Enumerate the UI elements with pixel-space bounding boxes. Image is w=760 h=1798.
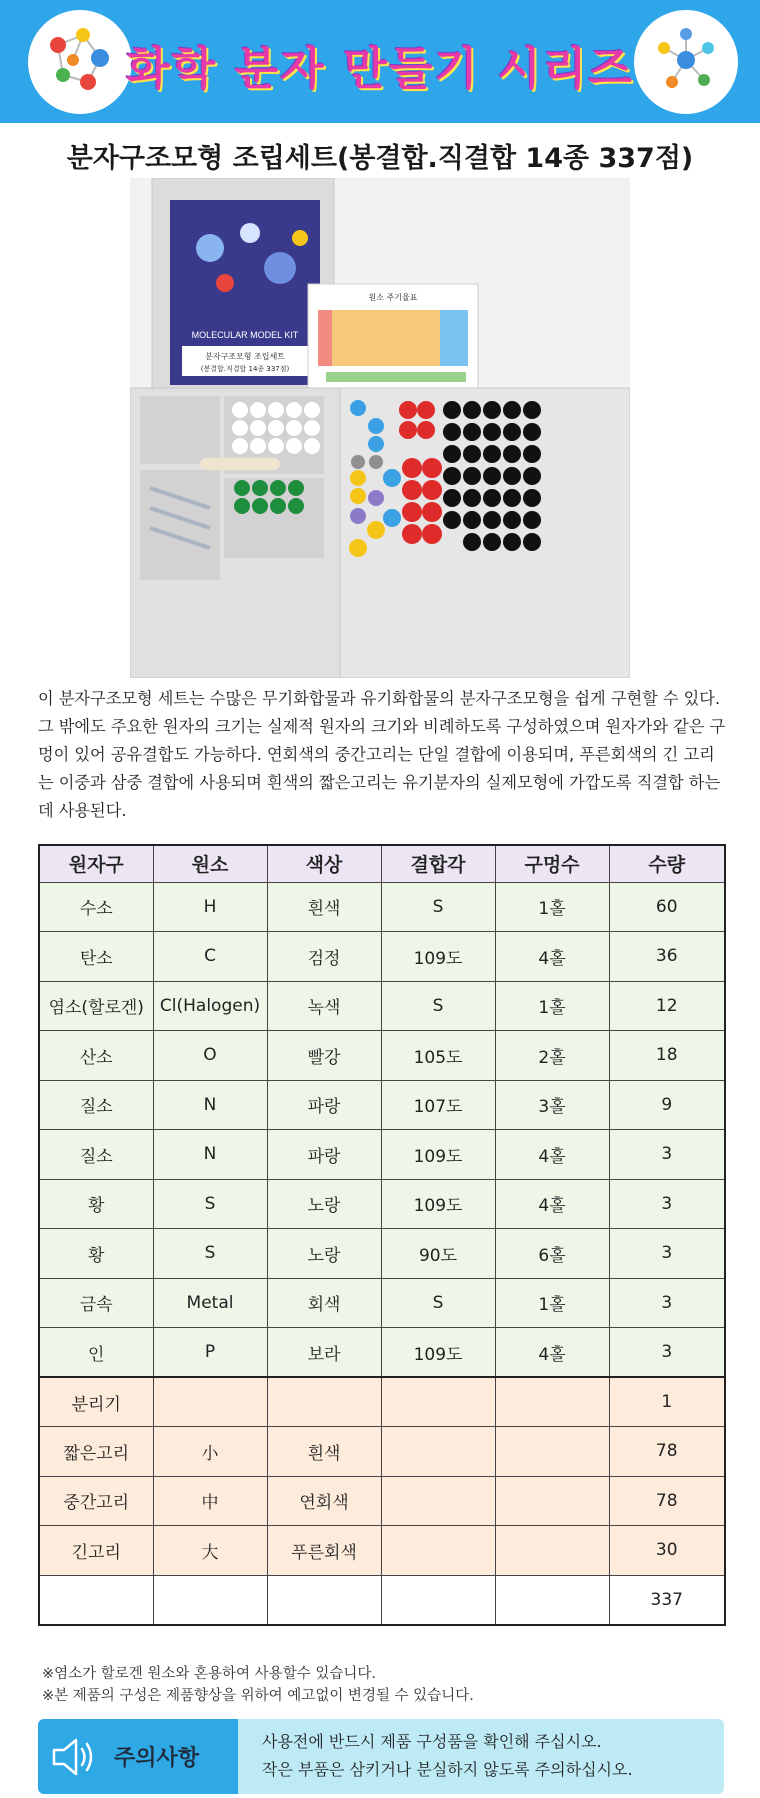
table-row xyxy=(39,1229,725,1279)
note-halogen: ※염소가 할로겐 원소와 혼용하여 사용할수 있습니다. xyxy=(42,1666,376,1682)
table-cell xyxy=(381,1575,495,1625)
table-row xyxy=(39,1031,725,1081)
table-cell xyxy=(267,1575,381,1625)
table-cell: 大 xyxy=(153,1526,267,1576)
table-cell: 황 xyxy=(39,1179,153,1229)
table-cell: 78 xyxy=(609,1476,725,1526)
note-changes: ※본 제품의 구성은 제품향상을 위하여 예고없이 변경될 수 있습니다. xyxy=(42,1688,474,1704)
table-cell: 36 xyxy=(609,932,725,982)
box-label-ko-1: 분자구조모형 조립세트 xyxy=(205,352,285,361)
table-cell: 중간고리 xyxy=(39,1476,153,1526)
table-cell: 109도 xyxy=(381,1179,495,1229)
table-cell: 3 xyxy=(609,1130,725,1180)
table-row xyxy=(39,1427,725,1477)
header-atom: 원자구 xyxy=(39,845,153,882)
table-cell: 4홀 xyxy=(495,1179,609,1229)
table-cell: 흰색 xyxy=(267,1427,381,1477)
table-row xyxy=(39,1476,725,1526)
table-cell xyxy=(495,1476,609,1526)
table-cell: 회색 xyxy=(267,1278,381,1328)
table-cell: 보라 xyxy=(267,1328,381,1378)
table-cell: 109도 xyxy=(381,1328,495,1378)
table-cell: S xyxy=(381,1278,495,1328)
table-row xyxy=(39,1328,725,1378)
table-cell: S xyxy=(153,1179,267,1229)
table-cell: Metal xyxy=(153,1278,267,1328)
table-cell: 빨강 xyxy=(267,1031,381,1081)
table-cell: 4홀 xyxy=(495,1130,609,1180)
table-cell: 中 xyxy=(153,1476,267,1526)
table-cell: Cl(Halogen) xyxy=(153,981,267,1031)
table-cell: 분리기 xyxy=(39,1377,153,1427)
table-cell: 파랑 xyxy=(267,1130,381,1180)
table-cell xyxy=(381,1526,495,1576)
table-cell: 탄소 xyxy=(39,932,153,982)
table-cell: 90도 xyxy=(381,1229,495,1279)
table-cell: O xyxy=(153,1031,267,1081)
table-cell: 3 xyxy=(609,1229,725,1279)
table-cell: 3 xyxy=(609,1179,725,1229)
notes xyxy=(42,1663,474,1707)
total-quantity: 337 xyxy=(609,1575,725,1625)
table-cell: H xyxy=(153,882,267,932)
table-cell: 1홀 xyxy=(495,981,609,1031)
caution-line-2: 작은 부품은 삼키거나 분실하지 않도록 주의하십시오. xyxy=(262,1760,633,1779)
table-cell: S xyxy=(381,981,495,1031)
table-cell: N xyxy=(153,1080,267,1130)
table-cell: 1홀 xyxy=(495,1278,609,1328)
caution-text xyxy=(262,1728,633,1784)
table-cell xyxy=(495,1526,609,1576)
table-cell: 9 xyxy=(609,1080,725,1130)
table-cell: 흰색 xyxy=(267,882,381,932)
periodic-card-title: 원소 주기율표 xyxy=(368,293,418,302)
table-cell: 1 xyxy=(609,1377,725,1427)
caution-bar xyxy=(38,1719,724,1794)
table-cell: S xyxy=(153,1229,267,1279)
header-element: 원소 xyxy=(153,845,267,882)
header-holes: 구멍수 xyxy=(495,845,609,882)
caution-label-panel xyxy=(38,1719,238,1794)
table-row xyxy=(39,1080,725,1130)
table-header-row xyxy=(39,845,725,882)
table-cell: 황 xyxy=(39,1229,153,1279)
table-cell: 수소 xyxy=(39,882,153,932)
table-cell xyxy=(495,1427,609,1477)
box-label-en: MOLECULAR MODEL KIT xyxy=(191,330,299,340)
header-bond-angle: 결합각 xyxy=(381,845,495,882)
table-row xyxy=(39,1179,725,1229)
table-row xyxy=(39,1130,725,1180)
table-cell: 3 xyxy=(609,1328,725,1378)
table-cell: 연회색 xyxy=(267,1476,381,1526)
banner-title: 화학 분자 만들기 시리즈 xyxy=(126,42,634,95)
table-cell: 109도 xyxy=(381,932,495,982)
table-cell: 녹색 xyxy=(267,981,381,1031)
table-cell xyxy=(39,1575,153,1625)
table-cell: 3 xyxy=(609,1278,725,1328)
table-cell: N xyxy=(153,1130,267,1180)
table-cell: 2홀 xyxy=(495,1031,609,1081)
product-photo xyxy=(130,178,630,678)
molecule-icon xyxy=(634,10,738,114)
table-cell xyxy=(153,1575,267,1625)
table-row xyxy=(39,981,725,1031)
table-cell: 염소(할로겐) xyxy=(39,981,153,1031)
table-cell: 파랑 xyxy=(267,1080,381,1130)
table-cell: 18 xyxy=(609,1031,725,1081)
table-cell: 금속 xyxy=(39,1278,153,1328)
table-cell xyxy=(495,1575,609,1625)
table-cell xyxy=(267,1377,381,1427)
table-cell: 질소 xyxy=(39,1130,153,1180)
table-cell: 검정 xyxy=(267,932,381,982)
table-cell xyxy=(381,1427,495,1477)
speaker-icon xyxy=(46,1729,102,1785)
table-cell: 60 xyxy=(609,882,725,932)
table-cell: 105도 xyxy=(381,1031,495,1081)
table-row xyxy=(39,1377,725,1427)
table-cell: 107도 xyxy=(381,1080,495,1130)
header-quantity: 수량 xyxy=(609,845,725,882)
component-table xyxy=(38,844,726,1626)
table-cell: 30 xyxy=(609,1526,725,1576)
table-cell: 1홀 xyxy=(495,882,609,932)
table-cell: 12 xyxy=(609,981,725,1031)
table-cell: C xyxy=(153,932,267,982)
table-cell: 산소 xyxy=(39,1031,153,1081)
table-row xyxy=(39,1278,725,1328)
table-cell xyxy=(153,1377,267,1427)
table-cell: 78 xyxy=(609,1427,725,1477)
caution-line-1: 사용전에 반드시 제품 구성품을 확인해 주십시오. xyxy=(262,1732,602,1751)
table-cell: 질소 xyxy=(39,1080,153,1130)
table-cell: 109도 xyxy=(381,1130,495,1180)
table-cell: 긴고리 xyxy=(39,1526,153,1576)
table-cell: 푸른회색 xyxy=(267,1526,381,1576)
product-description: 이 분자구조모형 세트는 수많은 무기화합물과 유기화합물의 분자구조모형을 쉽게 구현할 수 있다. 그 밖에도 주요한 원자의 크기는 실제적 원자의 크기와 비례하도록 구성하였으며 원자가와 같은 구멍이 있어 공유결합도 가능하다. 연회색의 중간고리는 단일 결합에 이용되며, 푸른회색의 긴 고리는 이중과 삼중 결합에 사용되며 흰색의 짧은고리는 유기분자의 실제모형에 가깝도록 직결합 하는데 사용된다. xyxy=(38,689,726,820)
table-cell: 노랑 xyxy=(267,1229,381,1279)
table-cell: 6홀 xyxy=(495,1229,609,1279)
table-cell xyxy=(495,1377,609,1427)
caution-title: 주의사항 xyxy=(114,1746,200,1771)
table-cell: 노랑 xyxy=(267,1179,381,1229)
top-banner xyxy=(0,0,760,123)
header-color: 색상 xyxy=(267,845,381,882)
table-total-row xyxy=(39,1575,725,1625)
box-label-ko-2: (봉결합.직결합 14종 337점) xyxy=(200,365,290,373)
table-cell xyxy=(381,1377,495,1427)
table-cell: 4홀 xyxy=(495,1328,609,1378)
table-cell: S xyxy=(381,882,495,932)
molecule-logo-right xyxy=(634,10,738,114)
table-cell: 4홀 xyxy=(495,932,609,982)
table-cell: 인 xyxy=(39,1328,153,1378)
table-row xyxy=(39,932,725,982)
table-cell xyxy=(381,1476,495,1526)
table-cell: 小 xyxy=(153,1427,267,1477)
table-cell: P xyxy=(153,1328,267,1378)
table-cell: 3홀 xyxy=(495,1080,609,1130)
table-row xyxy=(39,1526,725,1576)
table-cell: 짧은고리 xyxy=(39,1427,153,1477)
product-title: 분자구조모형 조립세트(봉결합.직결합 14종 337점) xyxy=(66,143,694,174)
table-row xyxy=(39,882,725,932)
